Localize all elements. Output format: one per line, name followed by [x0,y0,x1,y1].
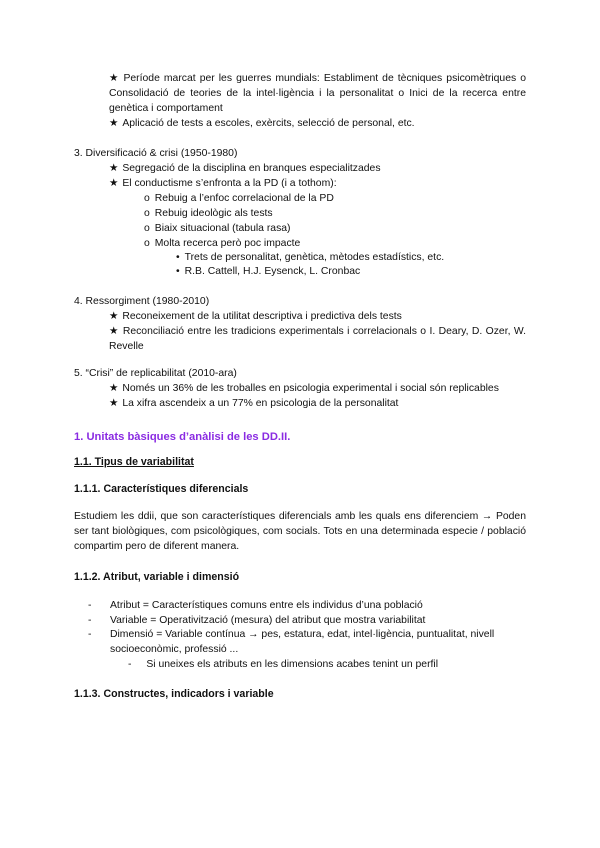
star-item-recognition: ★ Reconeixement de la utilitat descriptiva i predictiva dels tests [109,309,526,324]
dash-item-attribute [88,598,526,613]
bullet-item-traits: • Trets de personalitat, genètica, mètodes estadístics, etc. [176,250,444,265]
period-3-title: 3. Diversificació & crisi (1950-1980) [74,148,238,159]
dash-marker: - [88,600,92,611]
star-item-reconciliation: ★ Reconciliació entre les tradicions experimentals i correlacionals o I. Deary, D. Ozer, W. Revelle [109,324,526,354]
o-item-research-impact: o Molta recerca però poc impacte [144,236,300,251]
o-item-rejection-correlational: o Rebuig a l’enfoc correlacional de la PD [144,191,334,206]
star-item-behaviorism: ★ El conductisme s’enfronta a la PD (i a tothom): [109,176,526,191]
dash-subitem-profile [128,657,438,672]
section-1-heading: 1. Unitats bàsiques d’anàlisi de les DD.II. [74,431,291,443]
dash-item-dimension [88,627,526,657]
section-1-1-1-paragraph: Estudiem les ddii, que son característiques diferencials amb les quals ens diferenciem → Poden ser tant biològiques, com psicològiques, com socials. Tots en una determinada especie / població compartim pero de diferent manera. [74,511,526,552]
dash-subitem-text: Si uneixes els atributs en les dimensions acabes tenint un perfil [146,659,439,670]
dash-marker: - [88,615,92,626]
star-item-wars-period: ★ Període marcat per les guerres mundials: Establiment de tècniques psicomètriques o Consolidació de teories de la intel·ligència i la personalitat o Inici de la recerca entre genètica i comportament [109,71,526,116]
star-item-test-application: ★ Aplicació de tests a escoles, exèrcits, selecció de personal, etc. [109,116,526,131]
period-4-title: 4. Ressorgiment (1980-2010) [74,296,210,307]
section-1-1-2-heading: 1.1.2. Atribut, variable i dimensió [74,571,240,583]
section-1-1-heading: 1.1. Tipus de variabilitat [74,456,194,468]
section-1-1-1-heading: 1.1.1. Característiques diferencials [74,483,249,495]
star-item-personality-figure: ★ La xifra ascendeix a un 77% en psicologia de la personalitat [109,396,526,411]
period-5-title: 5. “Crisi” de replicabilitat (2010-ara) [74,368,237,379]
bullet-item-authors: • R.B. Cattell, H.J. Eysenck, L. Cronbac [176,264,360,279]
dash-item-text: Variable = Operativització (mesura) del atribut que mostra variabilitat [110,615,426,626]
dash-marker: - [88,629,92,640]
dash-item-text: Atribut = Característiques comuns entre els individus d’una població [110,600,423,611]
dash-item-text: Dimensió = Variable contínua → pes, estatura, edat, intel·ligència, puntualitat, nivell socioeconòmic, professió ... [110,629,495,655]
dash-item-variable [88,613,526,628]
section-1-1-3-heading: 1.1.3. Constructes, indicadors i variable [74,688,274,700]
o-item-situational-bias: o Biaix situacional (tabula rasa) [144,221,291,236]
dash-marker: - [128,659,132,670]
star-item-replicable: ★ Només un 36% de les troballes en psicologia experimental i social són replicables [109,381,526,396]
o-item-ideological-rejection: o Rebuig ideològic als tests [144,206,273,221]
star-item-segregation: ★ Segregació de la disciplina en branques especialitzades [109,161,526,176]
